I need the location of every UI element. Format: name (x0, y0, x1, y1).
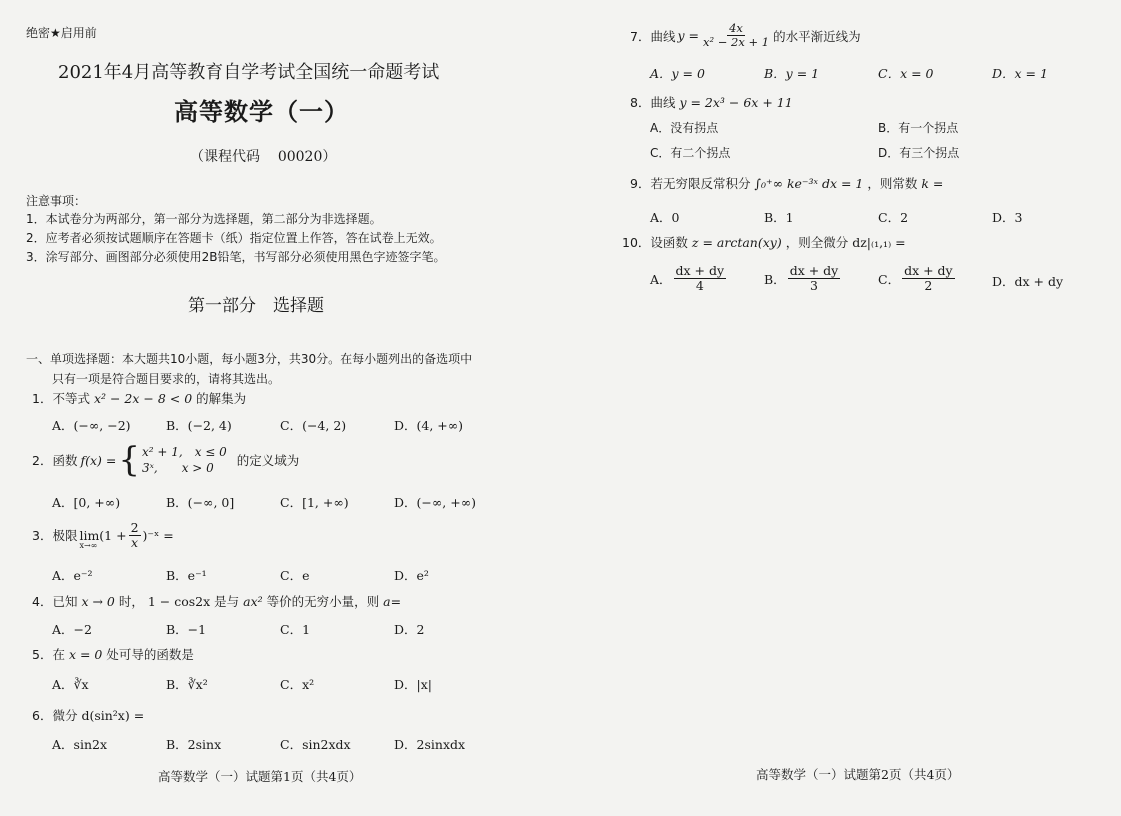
fraction-denominator: x (131, 535, 139, 551)
fraction-numerator: dx + dy (789, 263, 839, 278)
option-label: C． (878, 271, 901, 287)
question-8 (630, 93, 793, 111)
question-stem-suffix: ，则常数 (867, 176, 918, 191)
option-d: D．e² (394, 568, 429, 583)
fraction (701, 22, 771, 49)
option-d: D．2 (394, 622, 425, 637)
fraction (674, 264, 727, 294)
piecewise-function (116, 440, 227, 480)
option-d: D．(4, +∞) (394, 418, 464, 433)
question-stem: 10．设函数 (622, 235, 688, 250)
question-stem: 6．微分 (32, 708, 78, 723)
option-c: C．有二个拐点 (650, 146, 731, 160)
fraction-numerator: dx + dy (904, 263, 953, 278)
brace-symbol: { (118, 440, 140, 480)
option-d: D．(−∞, +∞) (394, 495, 476, 510)
option-c: C．e (280, 568, 310, 583)
option-d: D．|x| (394, 677, 432, 692)
option-text: dx + dy (1014, 274, 1064, 289)
option-c: C．[1, +∞) (280, 495, 349, 510)
option-c: C．2 (878, 210, 909, 225)
option-c (878, 264, 957, 294)
exam-title: 2021年4月高等教育自学考试全国统一命题考试 (58, 62, 440, 83)
option-a: A．e⁻² (52, 568, 93, 583)
course-code: 00020） (277, 149, 337, 165)
option-b: B．有一个拐点 (878, 121, 959, 135)
question-stem-suffix: 的解集为 (196, 391, 247, 406)
fraction-denominator: 2 (924, 278, 933, 294)
question-2 (32, 440, 300, 480)
option-a: A．没有拐点 (650, 121, 719, 135)
option-b: B．1 (764, 210, 794, 225)
option-c: C．(−4, 2) (280, 418, 347, 433)
question-stem: 8．曲线 (630, 95, 676, 110)
section-intro: 一、单项选择题：本大题共10小题，每小题3分，共30分。在每小题列出的备选项中 (26, 352, 473, 366)
math-expression: z = arctan(xy) (691, 235, 782, 250)
fraction-denominator: 4 (695, 278, 704, 294)
question-stem: 1．不等式 (32, 391, 90, 406)
math-expression: lim(1 + (79, 528, 127, 544)
math-expression: a= (383, 594, 402, 609)
option-c: C．1 (280, 622, 311, 637)
option-b: B．y = 1 (764, 66, 820, 81)
page-footer: 高等数学（一）试题第1页（共4页） (158, 769, 362, 784)
question-stem: 9．若无穷限反常积分 (630, 176, 751, 191)
math-expression: y = 2x³ − 6x + 11 (679, 95, 793, 110)
question-stem: 3．极限 (32, 528, 78, 544)
question-stem-text: 是与 (214, 594, 240, 609)
note-item: 2．应考者必须按试题顺序在答题卡（纸）指定位置上作答，答在试卷上无效。 (26, 231, 442, 245)
question-3 (32, 521, 174, 550)
math-expression: x² − 2x − 8 < 0 (93, 391, 193, 406)
option-label: D． (992, 274, 1015, 289)
question-stem-suffix: 处可导的函数是 (106, 647, 194, 662)
option-c: C．sin2xdx (280, 737, 351, 752)
question-stem: 2．函数 (32, 453, 78, 468)
option-d: D．2sinxdx (394, 737, 466, 752)
subject-title: 高等数学（一） (174, 98, 349, 126)
option-b: B．(−2, 4) (166, 418, 232, 433)
math-expression: ax² (243, 594, 263, 609)
question-10 (622, 233, 906, 251)
question-stem: 5．在 (32, 647, 65, 662)
option-a: A．y = 0 (650, 66, 705, 81)
piecewise-cases (142, 444, 227, 476)
course-code-line (190, 146, 336, 166)
math-expression: 1 − cos2x (147, 594, 211, 609)
exam-page-1 (0, 0, 560, 816)
option-d (992, 272, 1063, 290)
piecewise-case: x² + 1, x ≤ 0 (141, 444, 227, 459)
question-stem-text: ，则全微分 (785, 235, 849, 250)
fraction (902, 264, 955, 294)
page-footer: 高等数学（一）试题第2页（共4页） (756, 767, 960, 782)
question-stem: 4．已知 (32, 594, 78, 609)
notes-heading: 注意事项： (26, 194, 87, 208)
math-expression: x → 0 (81, 594, 115, 609)
option-a (650, 264, 728, 294)
option-a: A．−2 (52, 622, 92, 637)
question-stem: 7．曲线 (630, 28, 676, 44)
option-a: A．∛x (52, 677, 89, 692)
option-b: B．2sinx (166, 737, 222, 752)
option-c: C．x = 0 (878, 66, 934, 81)
option-a: A．sin2x (52, 737, 107, 752)
math-expression: x = 0 (68, 647, 103, 662)
fraction-numerator: dx + dy (675, 263, 725, 278)
question-5 (32, 645, 194, 663)
math-expression: y = (677, 28, 699, 44)
option-c: C．x² (280, 677, 315, 692)
fraction (788, 264, 841, 294)
math-expression: dz|₍₁,₁₎ = (852, 235, 906, 250)
option-label: A． (650, 271, 672, 287)
option-a: A．[0, +∞) (52, 495, 121, 510)
question-7 (630, 22, 861, 49)
option-b: B．∛x² (166, 677, 208, 692)
math-expression: ∫₀⁺∞ ke⁻³ˣ dx = 1 (754, 176, 864, 191)
fraction-denominator: 3 (809, 278, 818, 294)
option-a: A．0 (650, 210, 680, 225)
piecewise-case: 3ˣ, x > 0 (141, 461, 214, 475)
question-stem-suffix: 的水平渐近线为 (773, 28, 861, 44)
option-b: B．−1 (166, 622, 207, 637)
limit-expression (79, 521, 173, 550)
secret-label: 绝密★启用前 (26, 26, 97, 40)
question-stem-text: 时， (118, 594, 144, 609)
question-stem-suffix: 的定义域为 (236, 453, 300, 468)
option-a: A．(−∞, −2) (52, 418, 131, 433)
option-b: B．(−∞, 0] (166, 495, 235, 510)
part-title: 第一部分 选择题 (188, 296, 324, 316)
option-b (764, 264, 842, 294)
exam-page-2 (560, 0, 1121, 816)
note-item: 3．涂写部分、画图部分必须使用2B铅笔，书写部分必须使用黑色字迹签字笔。 (26, 250, 446, 264)
option-d: D．x = 1 (992, 66, 1048, 81)
section-intro-cont: 只有一项是符合题目要求的，请将其选出。 (52, 372, 281, 386)
fraction-numerator: 4x (729, 21, 743, 35)
question-stem-suffix: 等价的无穷小量，则 (266, 594, 380, 609)
option-label: B． (764, 271, 786, 287)
math-expression: f(x) = (80, 452, 117, 468)
question-4 (32, 592, 401, 610)
option-d: D．3 (992, 210, 1023, 225)
question-6 (32, 706, 144, 724)
fraction (129, 521, 141, 551)
option-d: D．有三个拐点 (878, 146, 960, 160)
math-expression: )⁻ˣ = (142, 528, 174, 544)
question-9 (630, 174, 943, 192)
option-b: B．e⁻¹ (166, 568, 207, 583)
fraction-numerator: 2 (130, 520, 139, 535)
note-item: 1．本试卷分为两部分，第一部分为选择题，第二部分为非选择题。 (26, 212, 382, 226)
math-expression: d(sin²x) = (81, 708, 145, 723)
question-1 (32, 389, 246, 407)
fraction-denominator: x² − 2x + 1 (702, 35, 770, 50)
course-code-label: （课程代码 (190, 149, 260, 165)
math-expression: k = (921, 176, 944, 191)
limit-subscript: x→∞ (79, 540, 98, 550)
